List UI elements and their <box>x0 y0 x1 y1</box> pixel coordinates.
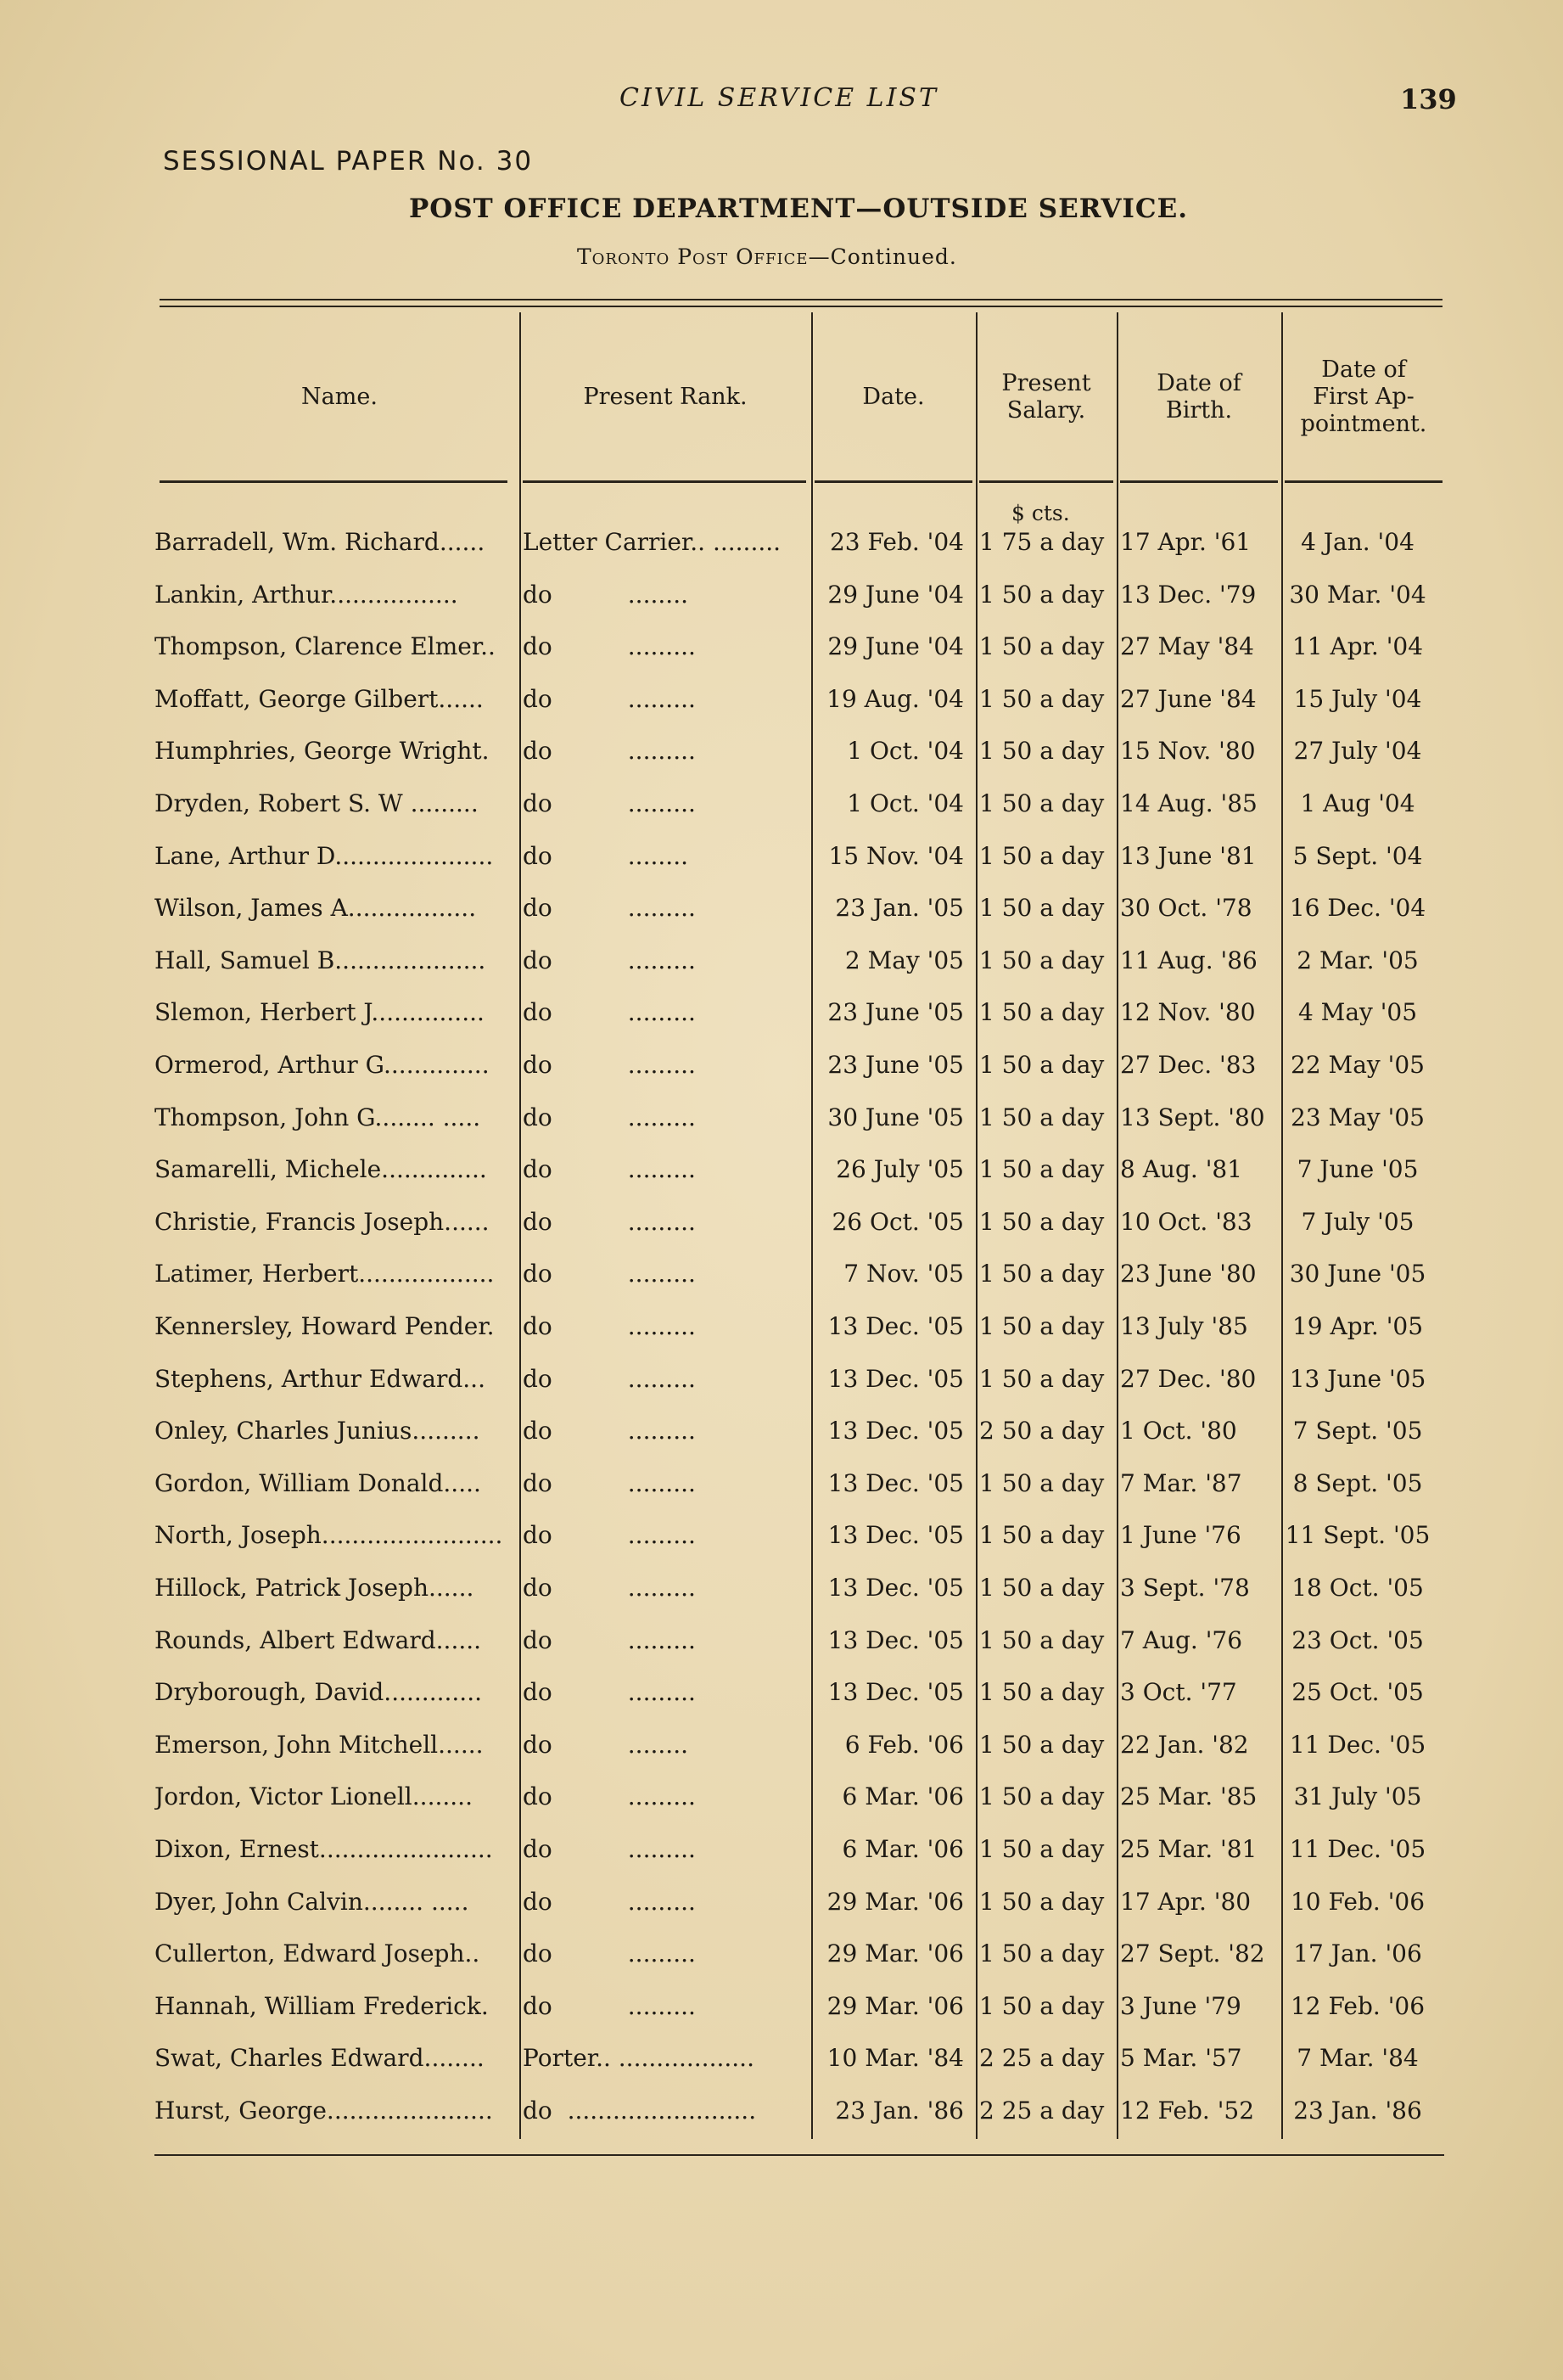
table-row <box>0 1678 1563 1730</box>
header-salary-line1: Present <box>1001 370 1091 396</box>
row-date: 30 June '05 <box>827 1103 964 1131</box>
row-name: Cullerton, Edward Joseph.. <box>154 1939 480 1968</box>
bottom-rule <box>154 2154 1444 2156</box>
department-title <box>0 194 1563 224</box>
row-name: Rounds, Albert Edward...... <box>154 1625 482 1654</box>
row-first-appointment: 27 July '04 <box>1293 737 1422 766</box>
row-rank: do ......... <box>523 1521 696 1550</box>
row-salary: 1 50 a day <box>979 1574 1105 1602</box>
header-first-line1: Date of <box>1321 356 1406 383</box>
row-salary: 1 50 a day <box>979 1678 1105 1707</box>
table-row <box>0 1521 1563 1573</box>
table-row <box>0 1260 1563 1311</box>
row-date: 13 Dec. '05 <box>827 1521 964 1550</box>
row-first-appointment: 19 Apr. '05 <box>1291 1312 1424 1340</box>
header-first-line2: First Ap- <box>1313 384 1415 410</box>
row-name: Dryborough, David............. <box>154 1678 483 1707</box>
row-birth-date: 13 Sept. '80 <box>1120 1103 1265 1131</box>
row-salary: 1 50 a day <box>979 1155 1105 1184</box>
table-row <box>0 1155 1563 1207</box>
row-date: 10 Mar. '84 <box>826 2044 964 2073</box>
row-first-appointment: 7 July '05 <box>1301 1207 1415 1236</box>
row-date: 23 Feb. '04 <box>829 528 964 556</box>
row-birth-date: 7 Mar. '87 <box>1120 1468 1242 1497</box>
row-birth-date: 14 Aug. '85 <box>1120 789 1258 817</box>
row-first-appointment: 4 Jan. '04 <box>1301 528 1415 556</box>
table-row <box>0 1782 1563 1834</box>
table-row <box>0 2044 1563 2096</box>
header-date: Date. <box>862 384 925 410</box>
office-subtitle <box>577 244 957 269</box>
header-rule <box>160 480 507 483</box>
row-salary: 1 50 a day <box>979 1468 1105 1497</box>
header-birth <box>1118 370 1280 424</box>
row-salary: 1 50 a day <box>979 1939 1105 1968</box>
row-first-appointment: 31 July '05 <box>1293 1782 1422 1811</box>
row-rank: do ......... <box>523 737 696 766</box>
row-birth-date: 22 Jan. '82 <box>1120 1730 1249 1759</box>
row-first-appointment: 4 May '05 <box>1297 998 1418 1027</box>
page-number: 139 <box>1400 83 1457 115</box>
row-birth-date: 17 Apr. '61 <box>1120 528 1252 556</box>
table-row <box>0 1208 1563 1260</box>
row-rank: do ......... <box>523 1364 696 1393</box>
row-date: 6 Mar. '06 <box>842 1782 964 1811</box>
row-rank: do ......... <box>523 1835 696 1863</box>
row-salary: 1 50 a day <box>979 1782 1105 1811</box>
row-date: 13 Dec. '05 <box>827 1468 964 1497</box>
row-salary: 1 50 a day <box>979 1887 1105 1916</box>
row-date: 1 Oct. '04 <box>847 789 964 817</box>
row-rank: do ........ <box>523 1730 688 1759</box>
row-salary: 1 50 a day <box>979 841 1105 870</box>
row-rank: do ......... <box>523 789 696 817</box>
header-name: Name. <box>301 384 378 410</box>
row-first-appointment: 18 Oct. '05 <box>1291 1574 1424 1602</box>
table-row <box>0 1051 1563 1103</box>
row-rank: do ......... <box>523 1155 696 1184</box>
office-continued: —Continued. <box>808 244 957 269</box>
row-name: Hannah, William Frederick. <box>154 1991 489 2020</box>
row-salary: 1 50 a day <box>979 1364 1105 1393</box>
row-salary: 1 75 a day <box>979 528 1105 556</box>
row-date: 6 Feb. '06 <box>844 1730 964 1759</box>
row-date: 13 Dec. '05 <box>827 1678 964 1707</box>
row-name: Hurst, George...................... <box>154 2097 493 2125</box>
row-date: 13 Dec. '05 <box>827 1364 964 1393</box>
row-first-appointment: 2 Mar. '05 <box>1297 946 1419 974</box>
row-salary: 1 50 a day <box>979 580 1105 609</box>
table-row <box>0 1626 1563 1678</box>
row-name: Dixon, Ernest....................... <box>154 1835 493 1863</box>
row-date: 19 Aug. '04 <box>826 684 964 713</box>
row-salary: 1 50 a day <box>979 894 1105 923</box>
row-first-appointment: 15 July '04 <box>1293 684 1422 713</box>
row-rank: do ......... <box>523 1887 696 1916</box>
sessional-paper-label: SESSIONAL PAPER No. 30 <box>163 146 534 177</box>
row-rank: do ........ <box>523 841 688 870</box>
table-row <box>0 2097 1563 2148</box>
row-date: 2 May '05 <box>844 946 964 974</box>
row-name: Thompson, John G........ ..... <box>154 1103 481 1131</box>
department-title-text: POST OFFICE DEPARTMENT—OUTSIDE SERVICE. <box>408 194 1189 224</box>
row-name: Samarelli, Michele.............. <box>154 1155 487 1184</box>
row-salary: 2 50 a day <box>979 1417 1105 1445</box>
row-salary: 1 50 a day <box>979 632 1105 661</box>
row-name: Christie, Francis Joseph...... <box>154 1207 490 1236</box>
row-name: Swat, Charles Edward........ <box>154 2044 485 2073</box>
row-birth-date: 27 Sept. '82 <box>1120 1939 1265 1968</box>
row-date: 23 Jan. '86 <box>835 2097 964 2125</box>
table-row <box>0 1574 1563 1625</box>
row-salary: 1 50 a day <box>979 1835 1105 1863</box>
row-name: Wilson, James A................. <box>154 894 477 923</box>
row-salary: 1 50 a day <box>979 1312 1105 1340</box>
row-birth-date: 13 July '85 <box>1120 1312 1248 1340</box>
row-name: Emerson, John Mitchell...... <box>154 1730 484 1759</box>
row-rank: do ......... <box>523 1260 696 1288</box>
row-birth-date: 23 June '80 <box>1120 1260 1257 1288</box>
row-date: 7 Nov. '05 <box>843 1260 964 1288</box>
row-salary: 1 50 a day <box>979 1730 1105 1759</box>
row-name: Jordon, Victor Lionell........ <box>154 1782 473 1811</box>
row-name: Stephens, Arthur Edward... <box>154 1364 485 1393</box>
table-row <box>0 1992 1563 2044</box>
row-date: 29 Mar. '06 <box>826 1939 964 1968</box>
row-first-appointment: 22 May '05 <box>1291 1051 1425 1079</box>
row-birth-date: 1 June '76 <box>1120 1521 1241 1550</box>
row-first-appointment: 7 June '05 <box>1297 1155 1419 1184</box>
row-date: 13 Dec. '05 <box>827 1574 964 1602</box>
table-row <box>0 789 1563 841</box>
header-rule <box>1285 480 1443 483</box>
table-row <box>0 842 1563 894</box>
row-first-appointment: 5 Sept. '04 <box>1292 841 1423 870</box>
row-birth-date: 27 Dec. '83 <box>1120 1051 1257 1079</box>
header-salary <box>978 370 1115 424</box>
row-salary: 1 50 a day <box>979 1625 1105 1654</box>
table-row <box>0 737 1563 789</box>
row-salary: 1 50 a day <box>979 684 1105 713</box>
row-name: Hall, Samuel B.................... <box>154 946 486 974</box>
row-name: Barradell, Wm. Richard...... <box>154 528 485 556</box>
row-first-appointment: 25 Oct. '05 <box>1291 1678 1424 1707</box>
row-rank: do ......... <box>523 1103 696 1131</box>
row-rank: do ......... <box>523 1468 696 1497</box>
row-first-appointment: 23 May '05 <box>1291 1103 1425 1131</box>
row-name: Lankin, Arthur................. <box>154 580 458 609</box>
row-date: 23 June '05 <box>827 1051 964 1079</box>
row-birth-date: 12 Nov. '80 <box>1120 998 1256 1027</box>
row-name: Onley, Charles Junius......... <box>154 1417 480 1445</box>
top-rule <box>160 299 1443 300</box>
row-first-appointment: 23 Jan. '86 <box>1293 2097 1422 2125</box>
row-rank: do ......... <box>523 998 696 1027</box>
row-birth-date: 3 June '79 <box>1120 1991 1241 2020</box>
table-row <box>0 528 1563 580</box>
row-first-appointment: 12 Feb. '06 <box>1290 1991 1426 2020</box>
table-row <box>0 946 1563 998</box>
row-salary: 2 25 a day <box>979 2097 1105 2125</box>
row-rank: do ......... <box>523 1782 696 1811</box>
row-salary: 1 50 a day <box>979 998 1105 1027</box>
row-salary: 1 50 a day <box>979 946 1105 974</box>
header-salary-line2: Salary. <box>1006 397 1086 424</box>
row-name: Dyer, John Calvin........ ..... <box>154 1887 469 1916</box>
table-row <box>0 685 1563 737</box>
row-name: Latimer, Herbert.................. <box>154 1260 495 1288</box>
row-date: 26 Oct. '05 <box>832 1207 964 1236</box>
table-row <box>0 1365 1563 1417</box>
row-name: North, Joseph........................ <box>154 1521 503 1550</box>
row-first-appointment: 11 Sept. '05 <box>1285 1521 1431 1550</box>
row-birth-date: 30 Oct. '78 <box>1120 894 1252 923</box>
row-date: 15 Nov. '04 <box>828 841 964 870</box>
row-birth-date: 12 Feb. '52 <box>1120 2097 1255 2125</box>
table-row <box>0 894 1563 946</box>
row-date: 29 June '04 <box>827 580 964 609</box>
row-name: Lane, Arthur D..................... <box>154 841 494 870</box>
row-rank: do ......... <box>523 1312 696 1340</box>
row-first-appointment: 1 Aug '04 <box>1300 789 1415 817</box>
row-birth-date: 11 Aug. '86 <box>1120 946 1258 974</box>
row-salary: 2 25 a day <box>979 2044 1105 2073</box>
row-name: Kennersley, Howard Pender. <box>154 1312 495 1340</box>
row-rank: do ......... <box>523 1051 696 1079</box>
table-row <box>0 632 1563 684</box>
row-salary: 1 50 a day <box>979 789 1105 817</box>
row-first-appointment: 11 Apr. '04 <box>1291 632 1424 661</box>
row-first-appointment: 30 Mar. '04 <box>1289 580 1426 609</box>
row-rank: do ......... <box>523 1991 696 2020</box>
row-birth-date: 5 Mar. '57 <box>1120 2044 1242 2073</box>
row-date: 23 June '05 <box>827 998 964 1027</box>
table-row <box>0 1417 1563 1468</box>
row-rank: do ......... <box>523 946 696 974</box>
row-birth-date: 25 Mar. '85 <box>1120 1782 1258 1811</box>
row-rank: do ........ <box>523 580 688 609</box>
row-date: 29 Mar. '06 <box>826 1991 964 2020</box>
row-birth-date: 3 Sept. '78 <box>1120 1574 1250 1602</box>
row-rank: do ......... <box>523 1574 696 1602</box>
running-head: CIVIL SERVICE LIST <box>619 83 938 113</box>
row-date: 13 Dec. '05 <box>827 1625 964 1654</box>
row-birth-date: 1 Oct. '80 <box>1120 1417 1237 1445</box>
row-birth-date: 13 Dec. '79 <box>1120 580 1257 609</box>
row-rank: do ......... <box>523 684 696 713</box>
header-first-line3: pointment. <box>1300 411 1427 437</box>
row-name: Slemon, Herbert J............... <box>154 998 485 1027</box>
table-row <box>0 1835 1563 1887</box>
row-salary: 1 50 a day <box>979 1991 1105 2020</box>
row-first-appointment: 16 Dec. '04 <box>1289 894 1426 923</box>
row-name: Thompson, Clarence Elmer.. <box>154 632 496 661</box>
row-rank: do ......... <box>523 632 696 661</box>
row-salary: 1 50 a day <box>979 1521 1105 1550</box>
row-rank: Letter Carrier.. ......... <box>523 528 782 556</box>
row-rank: Porter.. .................. <box>523 2044 754 2073</box>
row-birth-date: 27 June '84 <box>1120 684 1257 713</box>
row-date: 26 July '05 <box>836 1155 964 1184</box>
row-birth-date: 13 June '81 <box>1120 841 1257 870</box>
row-date: 1 Oct. '04 <box>847 737 964 766</box>
row-salary: 1 50 a day <box>979 1260 1105 1288</box>
table-row <box>0 1312 1563 1364</box>
row-date: 29 June '04 <box>827 632 964 661</box>
header-rule <box>979 480 1113 483</box>
table-row <box>0 1103 1563 1155</box>
row-first-appointment: 17 Jan. '06 <box>1293 1939 1422 1968</box>
row-birth-date: 7 Aug. '76 <box>1120 1625 1243 1654</box>
header-rank: Present Rank. <box>583 384 748 410</box>
row-name: Gordon, William Donald..... <box>154 1468 481 1497</box>
header-birth-line1: Date of <box>1157 370 1241 396</box>
row-birth-date: 25 Mar. '81 <box>1120 1835 1258 1863</box>
row-birth-date: 8 Aug. '81 <box>1120 1155 1243 1184</box>
row-salary: 1 50 a day <box>979 1207 1105 1236</box>
row-salary: 1 50 a day <box>979 1051 1105 1079</box>
row-name: Hillock, Patrick Joseph...... <box>154 1574 474 1602</box>
row-birth-date: 10 Oct. '83 <box>1120 1207 1252 1236</box>
row-date: 6 Mar. '06 <box>842 1835 964 1863</box>
row-name: Moffatt, George Gilbert...... <box>154 684 484 713</box>
row-rank: do ......................... <box>523 2097 757 2125</box>
row-birth-date: 17 Apr. '80 <box>1120 1887 1252 1916</box>
row-date: 29 Mar. '06 <box>826 1887 964 1916</box>
row-date: 13 Dec. '05 <box>827 1417 964 1445</box>
row-rank: do ......... <box>523 1939 696 1968</box>
office-name: Toronto Post Office <box>577 244 809 269</box>
row-birth-date: 27 Dec. '80 <box>1120 1364 1257 1393</box>
row-first-appointment: 23 Oct. '05 <box>1291 1625 1424 1654</box>
table-row <box>0 1888 1563 1939</box>
header-rule <box>1120 480 1278 483</box>
header-birth-line2: Birth. <box>1165 397 1233 424</box>
row-salary: 1 50 a day <box>979 1103 1105 1131</box>
row-rank: do ......... <box>523 1625 696 1654</box>
row-name: Humphries, George Wright. <box>154 737 490 766</box>
row-salary: 1 50 a day <box>979 737 1105 766</box>
table-row <box>0 1731 1563 1782</box>
row-birth-date: 3 Oct. '77 <box>1120 1678 1237 1707</box>
header-first-appointment <box>1283 356 1444 438</box>
row-name: Ormerod, Arthur G.............. <box>154 1051 490 1079</box>
row-first-appointment: 10 Feb. '06 <box>1290 1887 1426 1916</box>
row-first-appointment: 11 Dec. '05 <box>1289 1730 1426 1759</box>
header-rule <box>523 480 806 483</box>
row-first-appointment: 7 Mar. '84 <box>1297 2044 1419 2073</box>
row-birth-date: 15 Nov. '80 <box>1120 737 1256 766</box>
salary-units: $ cts. <box>1011 501 1070 525</box>
row-first-appointment: 11 Dec. '05 <box>1289 1835 1426 1863</box>
row-rank: do ......... <box>523 1678 696 1707</box>
row-first-appointment: 13 June '05 <box>1289 1364 1426 1393</box>
row-rank: do ......... <box>523 1207 696 1236</box>
table-row <box>0 1469 1563 1521</box>
row-birth-date: 27 May '84 <box>1120 632 1254 661</box>
table-row <box>0 581 1563 632</box>
table-row <box>0 1939 1563 1991</box>
row-first-appointment: 8 Sept. '05 <box>1292 1468 1423 1497</box>
row-rank: do ......... <box>523 894 696 923</box>
top-rule-2 <box>160 306 1443 307</box>
row-rank: do ......... <box>523 1417 696 1445</box>
row-name: Dryden, Robert S. W ......... <box>154 789 479 817</box>
table-row <box>0 998 1563 1050</box>
row-first-appointment: 7 Sept. '05 <box>1292 1417 1423 1445</box>
header-rule <box>815 480 972 483</box>
row-first-appointment: 30 June '05 <box>1289 1260 1426 1288</box>
row-date: 23 Jan. '05 <box>835 894 964 923</box>
row-date: 13 Dec. '05 <box>827 1312 964 1340</box>
